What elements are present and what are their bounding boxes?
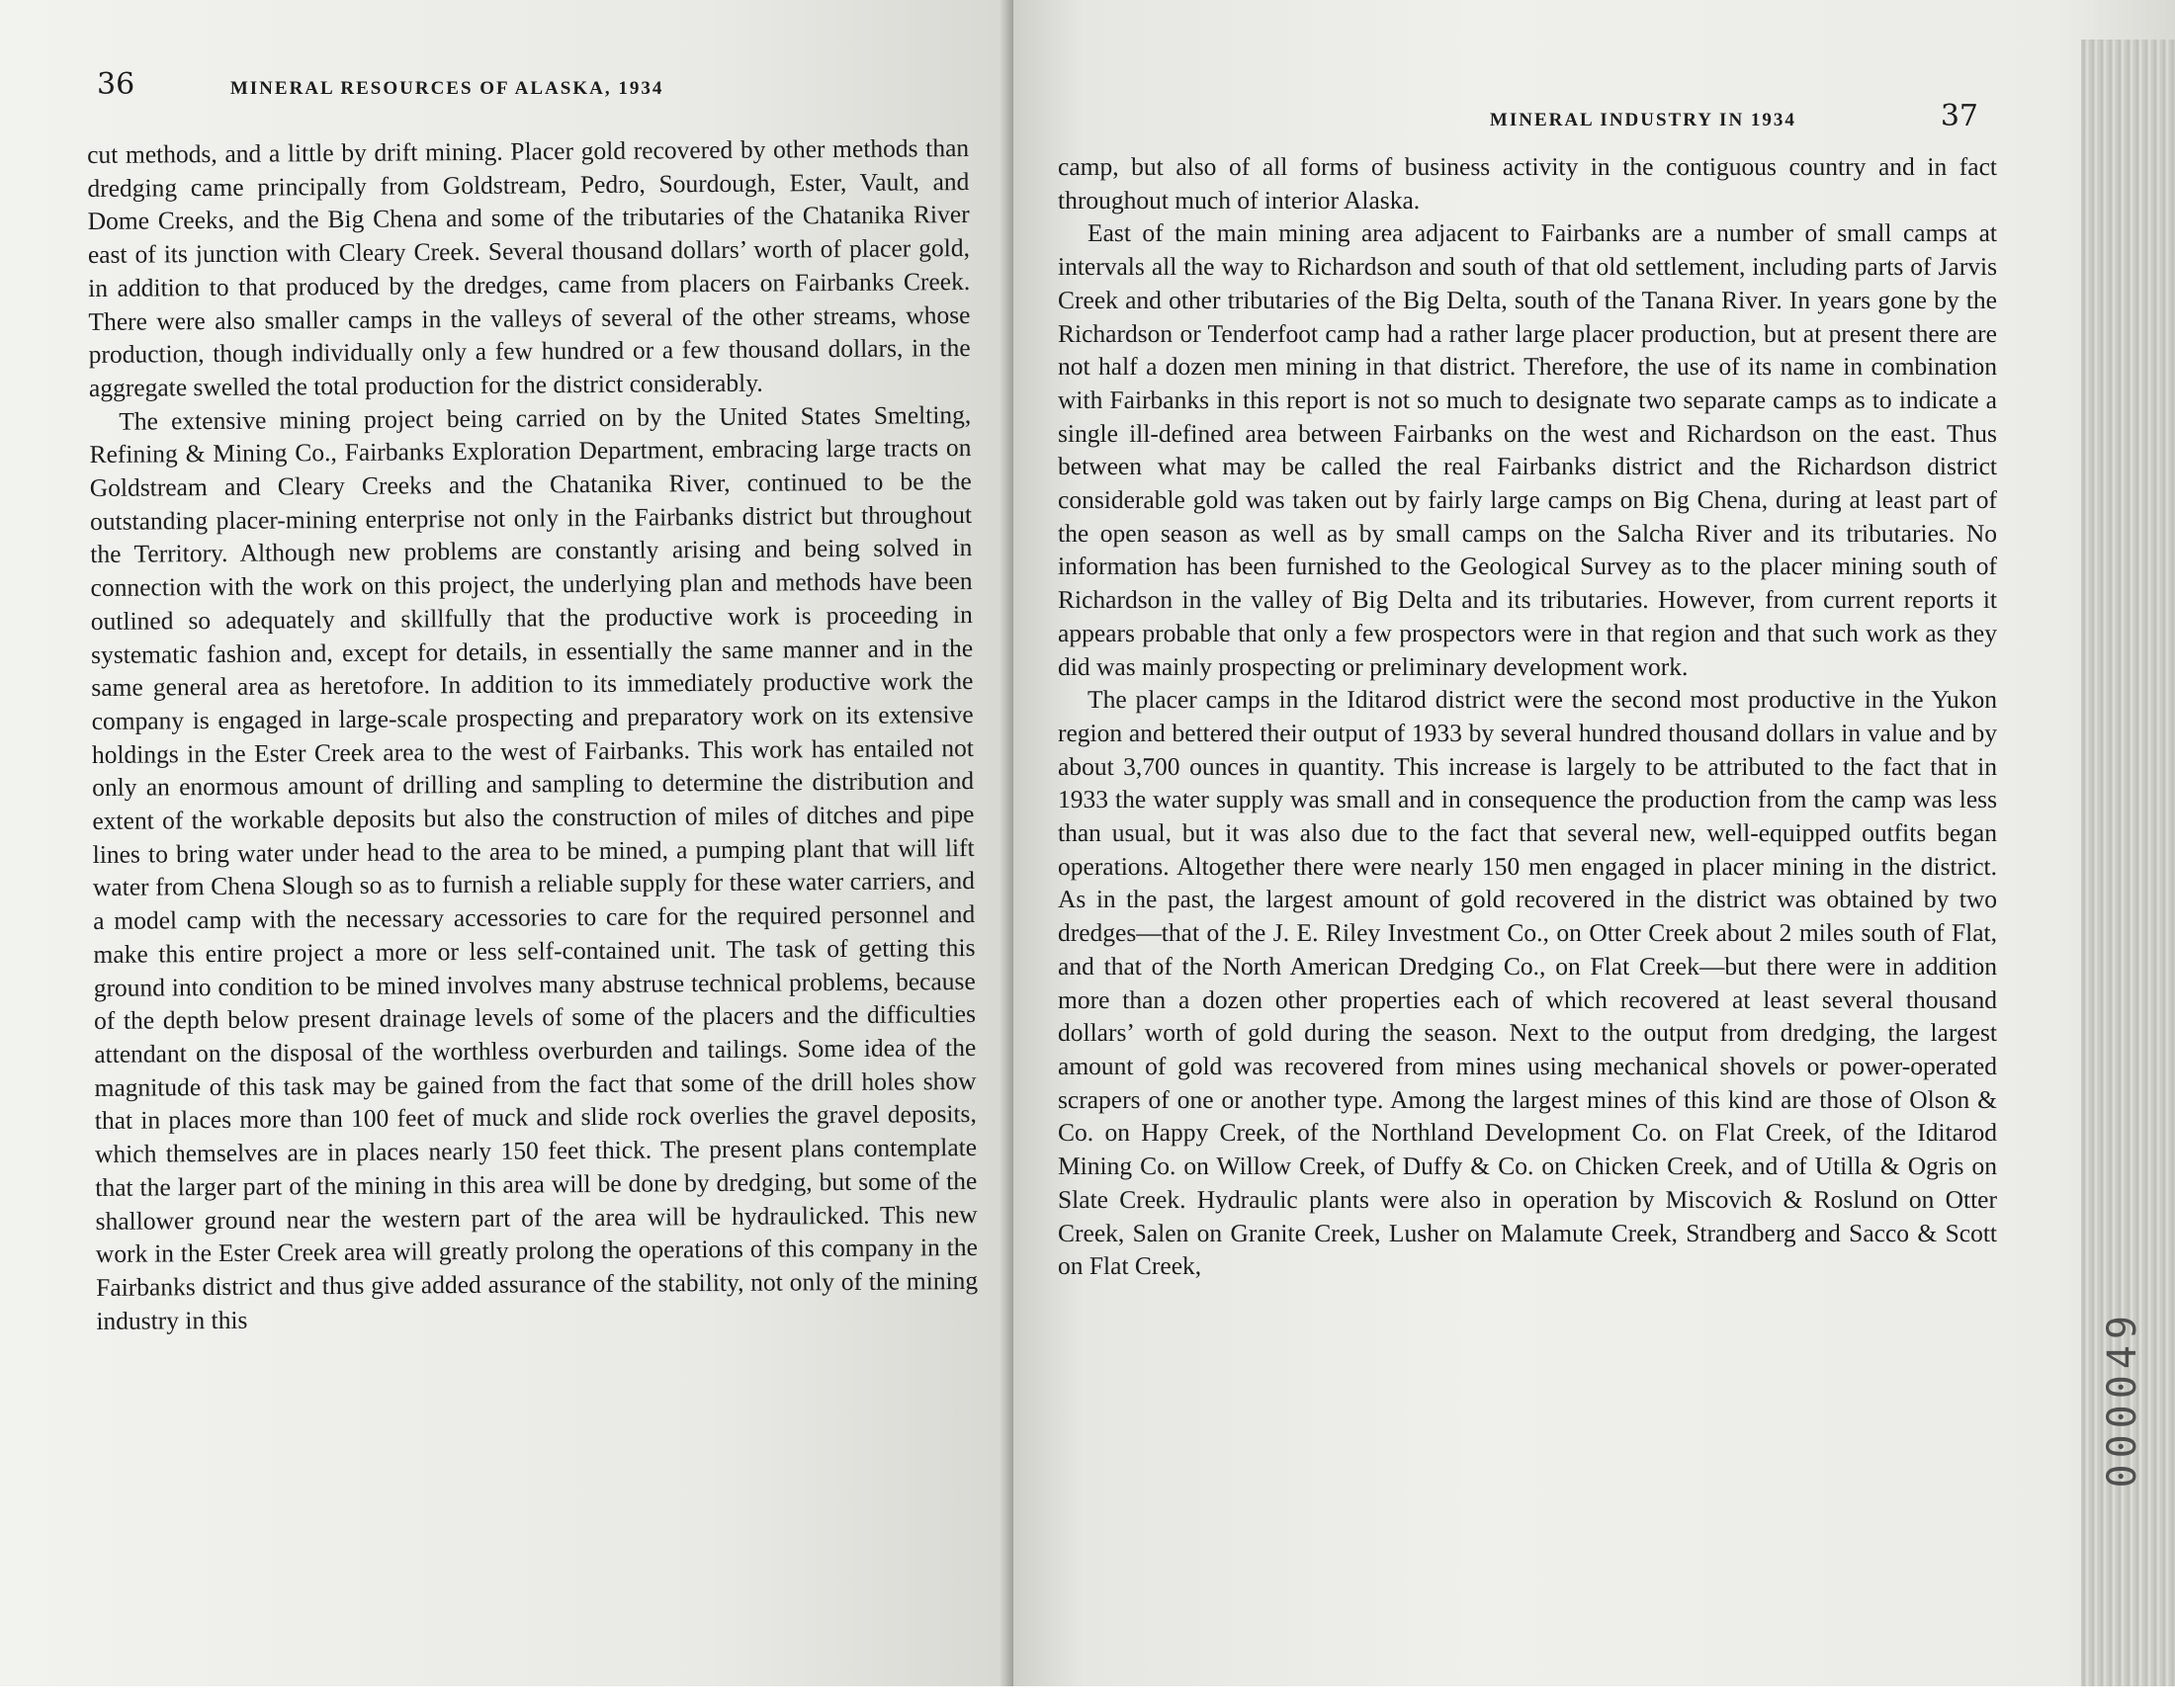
left-running-head	[97, 67, 779, 102]
left-page	[0, 0, 1013, 1708]
right-page	[1013, 0, 2175, 1708]
right-paragraph: The placer camps in the Iditarod district were the second most productive in the Yukon region and bettered their output of 1933 by several hundred thousand dollars in value and by about 3,700 ounces in quantity. This increase is largely to be attributed to the fact that in 1933 the water supply was small and in consequence the production from the camp was less than usual, but it was also due to the fact that several new, well-equipped outfits began operations. Altogether there were nearly 150 men engaged in placer mining in the district. As in the past, the largest amount of gold recovered in the district was obtained by two dredges—that of the J. E. Riley Investment Co., on Otter Creek about 2 miles south of Flat, and that of the North American Dredging Co., on Flat Creek—but there were in addition more than a dozen other properties each of which recovered at least several thousand dollars’ worth of gold during the season. Next to the output from dredging, the largest amount of gold was recovered from mines using mechanical shovels or power-operated scrapers of one or another type. Among the largest mines of this kind are those of Olson & Co. on Happy Creek, of the Northland Development Co. on Flat Creek, of the Iditarod Mining Co. on Willow Creek, of Duffy & Co. on Chicken Creek, and of Utilla & Ogris on Slate Creek. Hydraulic plants were also in operation by Miscovich & Roslund on Otter Creek, Salen on Granite Creek, Lusher on Malamute Creek, Strandberg and Sacco & Scott on Flat Creek,	[1058, 685, 1997, 1281]
right-running-head	[1326, 99, 1978, 133]
left-page-number: 36	[97, 67, 135, 102]
right-body-text	[1058, 150, 1997, 1283]
archive-stamp-number: 000049	[2100, 1310, 2145, 1489]
left-body-text	[87, 131, 979, 1337]
left-paragraph: cut methods, and a little by drift mining. Placer gold recovered by other methods than dredging came principally from Goldstream, Pedro, Sourdough, Ester, Vault, and Dome Creeks, and the Big Chena and some of the tributaries of the Chatanika River east of its junction with Cleary Creek. Several thousand dollars’ worth of placer gold, in addition to that produced by the dredges, came from placers on Fairbanks Creek. There were also smaller camps in the valleys of several of the other streams, whose production, though individually only a few hundred or a few thousand dollars, in the aggregate swelled the total production for the district considerably.	[87, 132, 971, 402]
right-page-number: 37	[1940, 99, 1978, 133]
left-paragraph: The extensive mining project being carried on by the United States Smelting, Refining & Mining Co., Fairbanks Exploration Department, embracing large tracts on Goldstream and Cleary Creeks and the Chatanika River, continued to be the outstanding placer-mining enterprise not only in the Fairbanks district but throughout the Territory. Although new problems are constantly arising and being solved in connection with the work on this project, the underlying plan and methods have been outlined so adequately and skillfully that the productive work is proceeding in systematic fashion and, except for details, in essentially the same manner and in the same general area as heretofore. In addition to its immediately productive work the company is engaged in large-scale prospecting and preparatory work on its extensive holdings in the Ester Creek area to the west of Fairbanks. This work has entailed not only an enormous amount of drilling and sampling to determine the distribution and extent of the workable deposits but also the construction of miles of ditches and pipe lines to bring water under head to the area to be mined, a pumping plant that will lift water from Chena Slough so as to furnish a reliable supply for these water carriers, and a model camp with the necessary accessories to care for the required personnel and make this entire project a more or less self-contained unit. The task of getting this ground into condition to be mined involves many abstruse technical problems, because of the depth below present drainage levels of some of the placers and the difficulties attendant on the disposal of the worthless overburden and tailings. Some idea of the magnitude of this task may be gained from the fact that some of the drill holes show that in places more than 100 feet of muck and slide rock overlies the gravel deposits, which themselves are in places nearly 150 feet thick. The present plans contemplate that the larger part of the mining in this area will be done by dredging, but some of the shallower ground near the western part of the area will be hydraulicked. This new work in the Ester Creek area will greatly prolong the operations of this company in the Fairbanks district and thus give added assurance of the stability, not only of the mining industry in this	[89, 399, 979, 1335]
right-paragraph: East of the main mining area adjacent to Fairbanks are a number of small camps at intervals all the way to Richardson and south of that old settlement, including parts of Jarvis Creek and other tributaries of the Big Delta, south of the Tanana River. In years gone by the Richardson or Tenderfoot camp had a rather large placer production, but at present there are not half a dozen men mining in that district. Therefore, the use of its name in combination with Fairbanks in this report is not so much to designate two separate camps as to indicate a single ill-defined area between Fairbanks on the west and Richardson on the east. Thus between what may be called the real Fairbanks district and the Richardson district considerable gold was taken out by fairly large camps on Big Chena, during at least part of the open season as well as by small camps on the Salcha River and its tributaries. No information has been furnished to the Geological Survey as to the placer mining south of Richardson in the valley of Big Delta and its tributaries. However, from current reports it appears probable that only a few prospectors were in that region and that such work as they did was mainly prospecting or preliminary development work.	[1058, 218, 1997, 681]
right-running-title: MINERAL INDUSTRY IN 1934	[1489, 110, 1796, 130]
right-paragraph: camp, but also of all forms of business activity in the contiguous country and in fact throughout much of interior Alaska.	[1058, 152, 1997, 214]
scan-border	[0, 1686, 2175, 1708]
left-running-title: MINERAL RESOURCES OF ALASKA, 1934	[229, 78, 664, 99]
